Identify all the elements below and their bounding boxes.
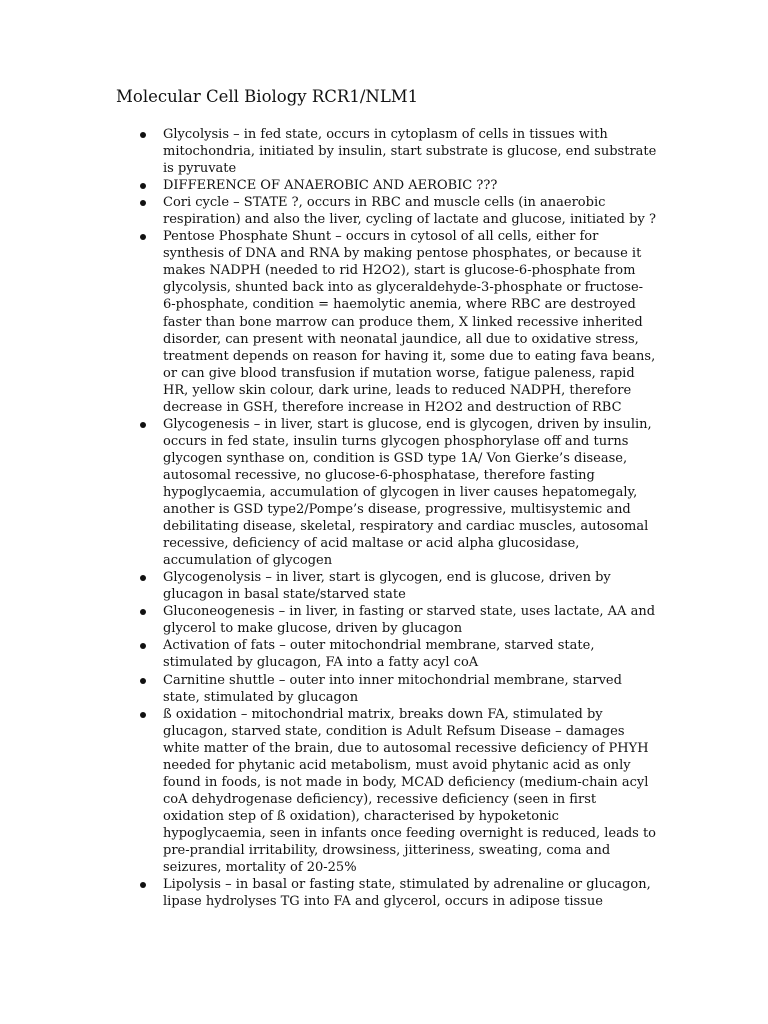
list-item-line: HR, yellow skin colour, dark urine, leads to reduced NADPH, therefore <box>163 382 632 398</box>
list-item-line: hypoglycaemia, accumulation of glycogen in liver causes hepatomegaly, <box>163 484 638 500</box>
list-item-line: glycogen synthase on, condition is GSD type 1A/ Von Gierke’s disease, <box>163 450 628 466</box>
bullet-icon <box>140 882 146 888</box>
bullet-icon <box>140 575 146 581</box>
list-item-line: recessive, deficiency of acid maltase or acid alpha glucosidase, <box>163 536 580 552</box>
bullet-icon <box>140 609 146 615</box>
list-item <box>136 876 656 910</box>
list-item-line: autosomal recessive, no glucose-6-phosphatase, therefore fasting <box>163 467 595 483</box>
list-item-line: oxidation step of ß oxidation), characterised by hypoketonic <box>163 808 559 824</box>
list-item-line: glycolysis, shunted back into as glyceraldehyde-3-phosphate or fructose- <box>163 280 644 296</box>
list-item-line: Carnitine shuttle – outer into inner mitochondrial membrane, starved <box>163 672 622 688</box>
list-item <box>136 228 656 416</box>
list-item-line: disorder, can present with neonatal jaundice, all due to oxidative stress, <box>163 331 639 347</box>
list-item-line: pre-prandial irritability, drowsiness, jitteriness, sweating, coma and <box>163 842 611 858</box>
list-item-line: decrease in GSH, therefore increase in H2O2 and destruction of RBC <box>163 399 622 415</box>
list-item-line: needed for phytanic acid metabolism, must avoid phytanic acid as only <box>163 757 631 773</box>
list-item-line: makes NADPH (needed to rid H2O2), start is glucose-6-phosphate from <box>163 263 636 279</box>
list-item-line: white matter of the brain, due to autosomal recessive deficiency of PHYH <box>163 740 649 756</box>
list-item-line: Glycogenolysis – in liver, start is glycogen, end is glucose, driven by <box>163 570 611 586</box>
list-item-line: coA dehydrogenase deficiency), recessive deficiency (seen in first <box>163 791 597 807</box>
list-item-line: glycerol to make glucose, driven by glucagon <box>163 621 463 637</box>
list-item-line: Gluconeogenesis – in liver, in fasting or starved state, uses lactate, AA and <box>163 604 656 620</box>
list-item-line: 6-phosphate, condition = haemolytic anemia, where RBC are destroyed <box>163 297 636 313</box>
list-item-line: or can give blood transfusion if mutation worse, fatigue paleness, rapid <box>163 365 635 381</box>
list-item-line: glucagon, starved state, condition is Adult Refsum Disease – damages <box>163 723 625 739</box>
list-item-line: mitochondria, initiated by insulin, start substrate is glucose, end substrate <box>163 144 657 160</box>
bullet-list <box>136 126 656 910</box>
list-item <box>136 126 656 177</box>
bullet-icon <box>140 132 146 138</box>
list-item <box>136 569 656 603</box>
list-item-line: synthesis of DNA and RNA by making pentose phosphates, or because it <box>163 246 642 262</box>
list-item-line: Pentose Phosphate Shunt – occurs in cytosol of all cells, either for <box>163 229 599 245</box>
list-item-line: lipase hydrolyses TG into FA and glycerol, occurs in adipose tissue <box>163 894 603 910</box>
bullet-icon <box>140 712 146 718</box>
list-item <box>136 603 656 637</box>
list-item <box>136 672 656 706</box>
list-item-line: another is GSD type2/Pompe’s disease, progressive, multisystemic and <box>163 502 631 518</box>
list-item-line: Glycogenesis – in liver, start is glucose, end is glycogen, driven by insulin, <box>163 416 652 432</box>
list-item-line: found in foods, is not made in body, MCAD deficiency (medium-chain acyl <box>163 774 649 790</box>
list-item-line: seizures, mortality of 20-25% <box>163 860 357 876</box>
list-item-line: respiration) and also the liver, cycling of lactate and glucose, initiated by ? <box>163 212 656 228</box>
list-item-line: debilitating disease, skeletal, respiratory and cardiac muscles, autosomal <box>163 519 649 535</box>
list-item-line: state, stimulated by glucagon <box>163 689 359 705</box>
list-item-line: treatment depends on reason for having it, some due to eating fava beans, <box>163 348 656 364</box>
list-item-line: is pyruvate <box>163 161 237 177</box>
bullet-icon <box>140 643 146 649</box>
bullet-icon <box>140 422 146 428</box>
list-item <box>136 177 656 194</box>
list-item-line: glucagon in basal state/starved state <box>163 587 406 603</box>
list-item-line: DIFFERENCE OF ANAEROBIC AND AEROBIC ??? <box>163 178 498 194</box>
list-item-line: ß oxidation – mitochondrial matrix, breaks down FA, stimulated by <box>163 706 603 722</box>
list-item-line: stimulated by glucagon, FA into a fatty acyl coA <box>163 655 479 671</box>
list-item-line: faster than bone marrow can produce them, X linked recessive inherited <box>163 314 643 330</box>
list-item-line: Lipolysis – in basal or fasting state, stimulated by adrenaline or glucagon, <box>163 877 651 893</box>
list-item <box>136 416 656 569</box>
list-item-line: accumulation of glycogen <box>163 553 333 569</box>
list-item-line: Cori cycle – STATE ?, occurs in RBC and muscle cells (in anaerobic <box>163 195 606 211</box>
list-item <box>136 194 656 228</box>
list-item <box>136 706 656 876</box>
list-item-line: hypoglycaemia, seen in infants once feeding overnight is reduced, leads to <box>163 825 657 841</box>
bullet-icon <box>140 200 146 206</box>
document-title: Molecular Cell Biology RCR1/NLM1 <box>116 87 419 106</box>
bullet-icon <box>140 234 146 240</box>
list-item <box>136 637 656 671</box>
list-item-line: Glycolysis – in fed state, occurs in cytoplasm of cells in tissues with <box>163 127 608 142</box>
list-item-line: Activation of fats – outer mitochondrial membrane, starved state, <box>163 638 595 654</box>
bullet-icon <box>140 183 146 189</box>
list-item-line: occurs in fed state, insulin turns glycogen phosphorylase off and turns <box>163 433 629 449</box>
bullet-icon <box>140 678 146 684</box>
